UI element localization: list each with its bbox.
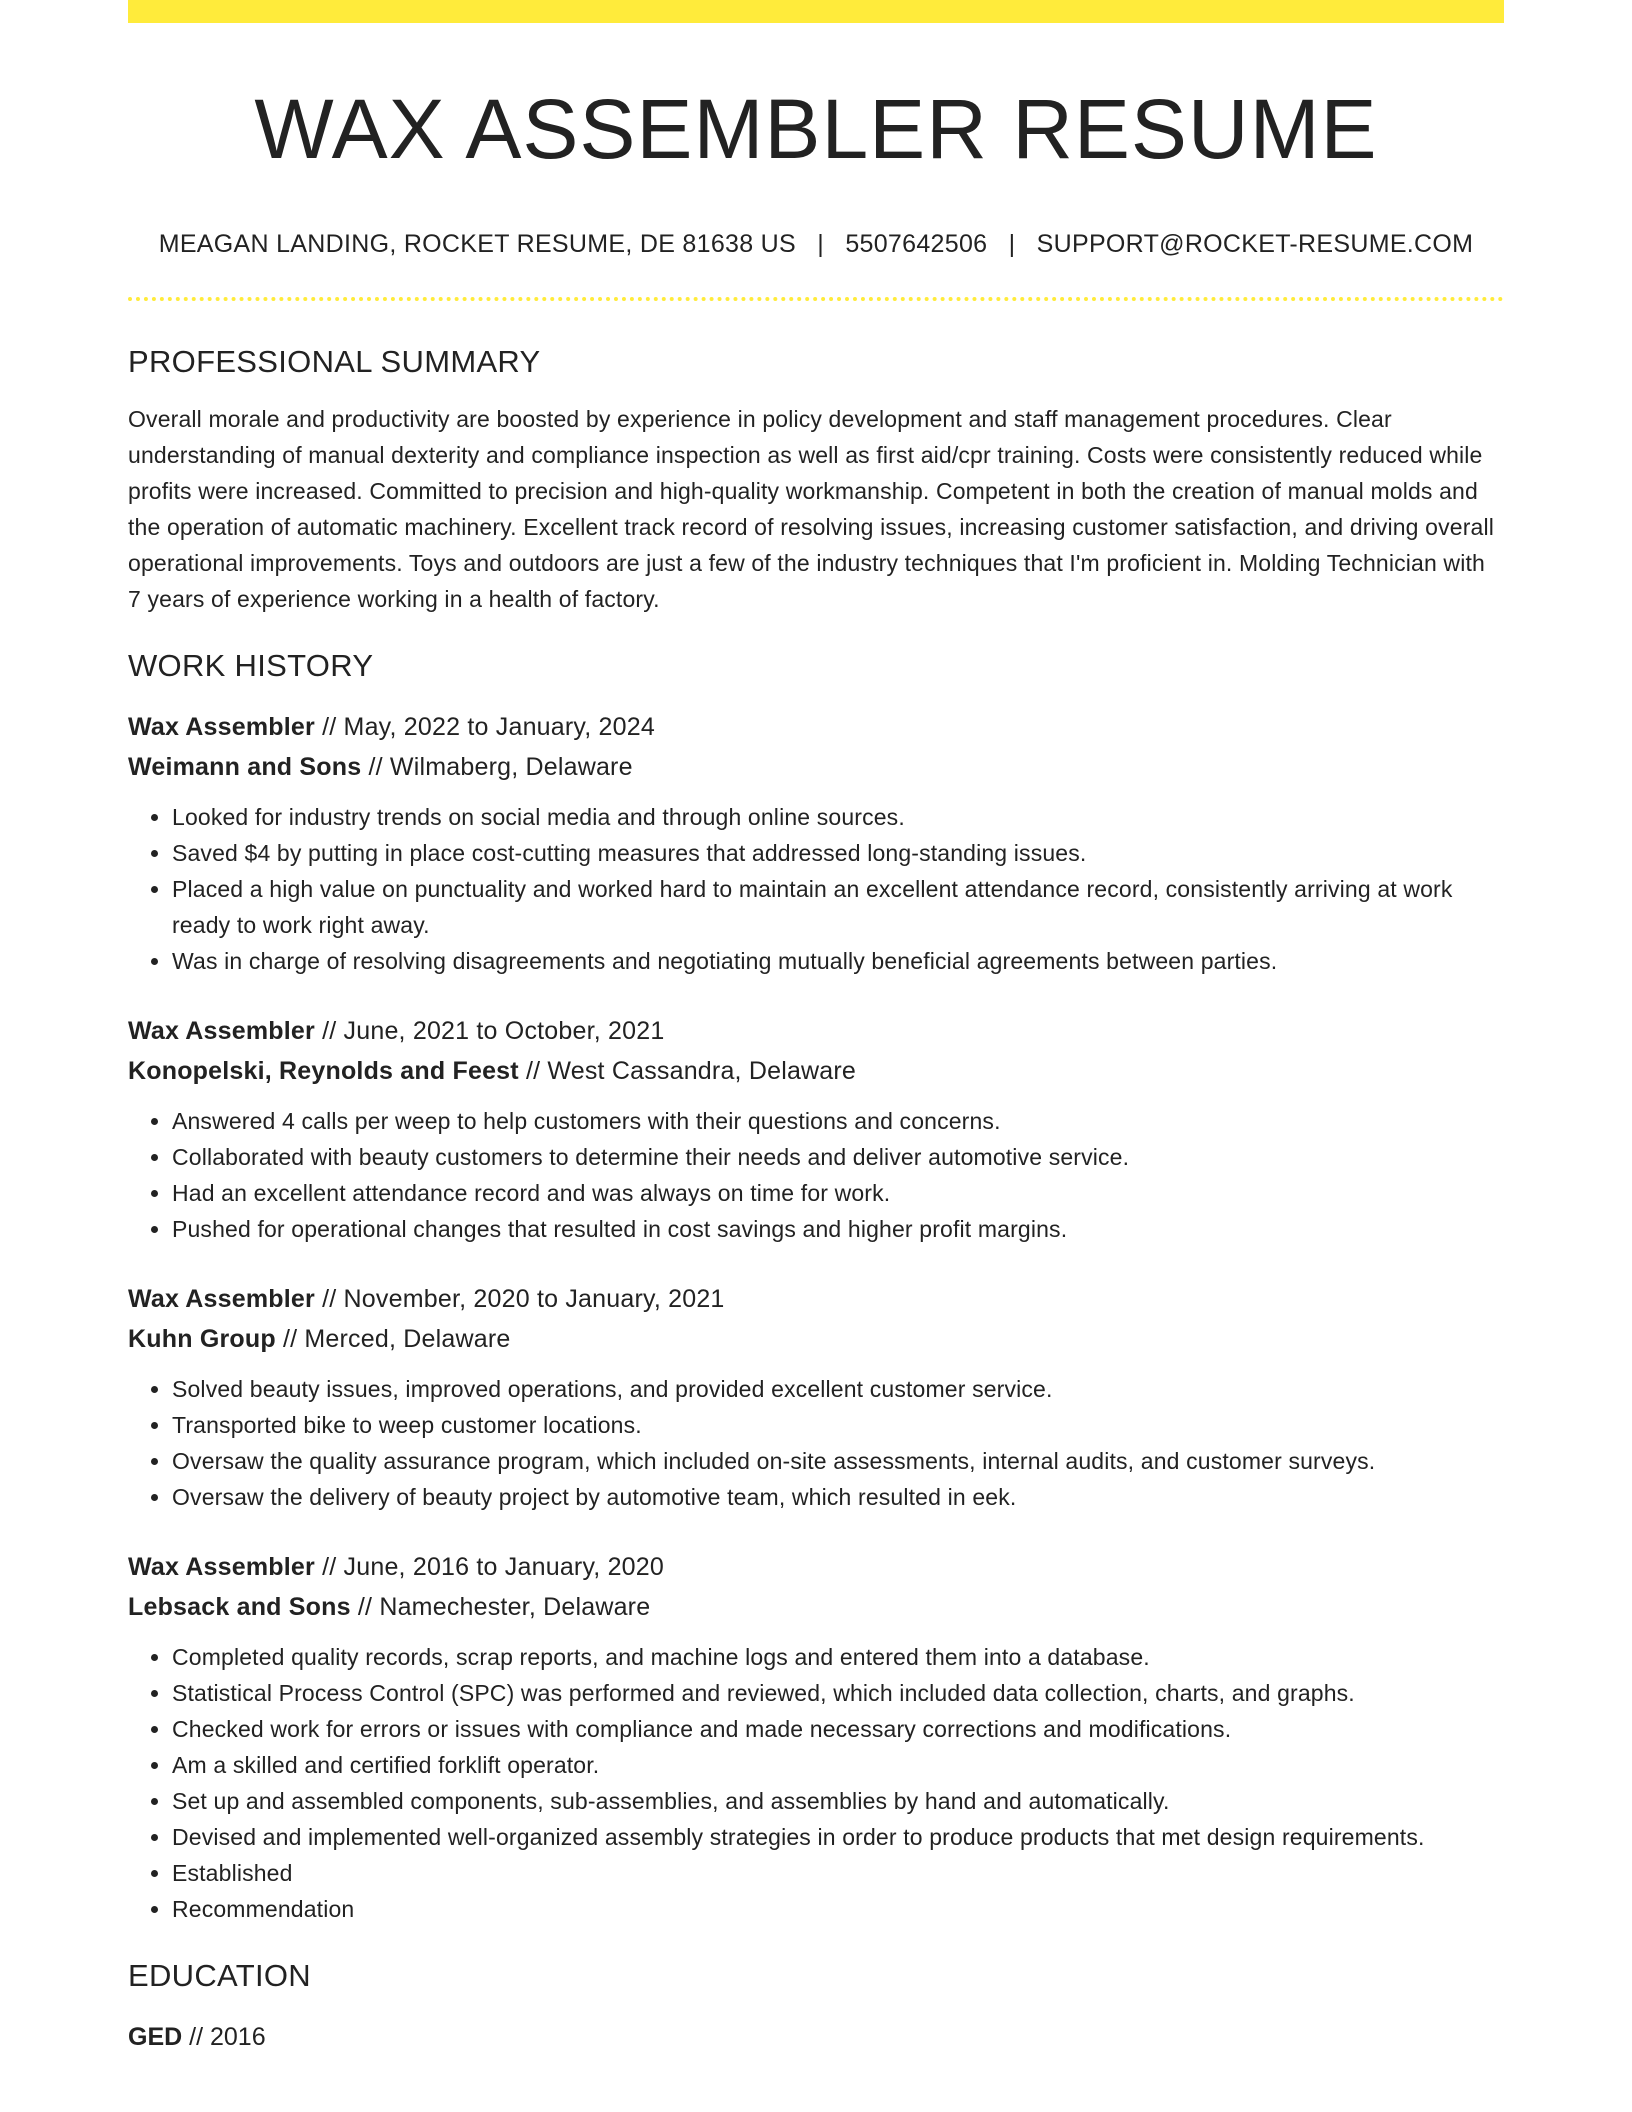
contact-phone: 5507642506 xyxy=(845,230,988,258)
job-bullet: • Was in charge of resolving disagreements and negotiating mutually beneficial agreements between parties. xyxy=(172,943,1504,979)
resume-title: WAX ASSEMBLER RESUME xyxy=(254,82,1378,176)
contact-email: SUPPORT@ROCKET-RESUME.COM xyxy=(1036,230,1474,258)
job-entry xyxy=(128,707,1504,979)
job-bullet: • Collaborated with beauty customers to determine their needs and deliver automotive service. xyxy=(172,1139,1504,1175)
job-bullet: • Placed a high value on punctuality and worked hard to maintain an excellent attendance record, consistently arriving at work ready to work right away. xyxy=(172,871,1504,943)
job-bullet: • Saved $4 by putting in place cost-cutting measures that addressed long-standing issues. xyxy=(172,835,1504,871)
job-location: Wilmaberg, Delaware xyxy=(389,753,633,781)
job-title: Wax Assembler xyxy=(128,1553,315,1581)
job-delimiter: // xyxy=(314,1553,344,1581)
job-company: Lebsack and Sons xyxy=(128,1593,351,1621)
education-year: 2016 xyxy=(209,2023,266,2051)
job-entry xyxy=(128,1011,1504,1247)
job-title: Wax Assembler xyxy=(128,1285,315,1313)
job-company: Konopelski, Reynolds and Feest xyxy=(128,1057,519,1085)
job-bullet: • Had an excellent attendance record and was always on time for work. xyxy=(172,1175,1504,1211)
job-bullet: • Oversaw the delivery of beauty project by automotive team, which resulted in eek. xyxy=(172,1479,1504,1515)
job-title-line xyxy=(128,1279,1504,1319)
dotted-divider xyxy=(128,297,1504,301)
job-company: Kuhn Group xyxy=(128,1325,276,1353)
job-bullet: • Established xyxy=(172,1855,1504,1891)
job-bullet: • Statistical Process Control (SPC) was performed and reviewed, which included data collection, charts, and graphs. xyxy=(172,1675,1504,1711)
job-location: West Cassandra, Delaware xyxy=(547,1057,857,1085)
job-bullet: • Transported bike to weep customer locations. xyxy=(172,1407,1504,1443)
job-delimiter: // xyxy=(350,1593,380,1621)
job-title-line xyxy=(128,707,1504,747)
job-dates: November, 2020 to January, 2021 xyxy=(343,1285,725,1313)
contact-separator: | xyxy=(817,230,825,258)
job-bullet: • Oversaw the quality assurance program, which included on-site assessments, internal audits, and customer surveys. xyxy=(172,1443,1504,1479)
job-delimiter: // xyxy=(361,753,390,781)
job-bullet: • Am a skilled and certified forklift operator. xyxy=(172,1747,1504,1783)
job-company-line xyxy=(128,1319,1504,1359)
job-location: Merced, Delaware xyxy=(304,1325,511,1353)
summary-text: Overall morale and productivity are boosted by experience in policy development and staff management procedures. Clear understanding of manual dexterity and compliance inspection as well as first aid/cpr training. Costs were consistently reduced while profits were increased. Committed to precision and high-quality workmanship. Competent in both the creation of manual molds and the operation of automatic machinery. Excellent track record of resolving issues, increasing customer satisfaction, and driving overall operational improvements. Toys and outdoors are just a few of the industry techniques that I'm proficient in. Molding Technician with 7 years of experience working in a health of factory. xyxy=(128,406,1494,612)
job-title-line xyxy=(128,1547,1504,1587)
job-bullet: • Looked for industry trends on social media and through online sources. xyxy=(172,799,1504,835)
job-bullet-list xyxy=(128,1103,1504,1247)
contact-separator: | xyxy=(1008,230,1016,258)
job-bullet: • Recommendation xyxy=(172,1891,1504,1927)
contact-line xyxy=(128,229,1504,259)
job-bullet: • Checked work for errors or issues with compliance and made necessary corrections and modifications. xyxy=(172,1711,1504,1747)
job-bullet: • Set up and assembled components, sub-assemblies, and assemblies by hand and automatically. xyxy=(172,1783,1504,1819)
job-bullet: • Pushed for operational changes that resulted in cost savings and higher profit margins. xyxy=(172,1211,1504,1247)
work-history-heading: WORK HISTORY xyxy=(128,648,374,683)
education-heading: EDUCATION xyxy=(128,1958,311,1993)
job-bullet: • Devised and implemented well-organized assembly strategies in order to produce products that met design requirements. xyxy=(172,1819,1504,1855)
education-list xyxy=(128,2017,1504,2057)
job-company: Weimann and Sons xyxy=(128,753,362,781)
top-accent-bar xyxy=(128,0,1504,23)
job-delimiter: // xyxy=(518,1057,548,1085)
job-company-line xyxy=(128,1051,1504,1091)
job-title: Wax Assembler xyxy=(128,1017,315,1045)
job-bullet-list xyxy=(128,1371,1504,1515)
job-bullet: • Solved beauty issues, improved operations, and provided excellent customer service. xyxy=(172,1371,1504,1407)
job-entry xyxy=(128,1547,1504,1927)
job-delimiter: // xyxy=(314,1017,344,1045)
job-delimiter: // xyxy=(275,1325,305,1353)
job-location: Namechester, Delaware xyxy=(379,1593,651,1621)
contact-address: MEAGAN LANDING, ROCKET RESUME, DE 81638 US xyxy=(158,230,797,258)
job-company-line xyxy=(128,747,1504,787)
job-entry xyxy=(128,1279,1504,1515)
resume-content xyxy=(128,0,1504,2057)
education-delimiter: // xyxy=(182,2023,210,2051)
job-dates: June, 2021 to October, 2021 xyxy=(343,1017,665,1045)
job-company-line xyxy=(128,1587,1504,1627)
job-dates: May, 2022 to January, 2024 xyxy=(343,713,655,741)
job-title-line xyxy=(128,1011,1504,1051)
job-bullet: • Completed quality records, scrap reports, and machine logs and entered them into a database. xyxy=(172,1639,1504,1675)
job-dates: June, 2016 to January, 2020 xyxy=(343,1553,664,1581)
job-delimiter: // xyxy=(314,1285,344,1313)
job-bullet: • Answered 4 calls per weep to help customers with their questions and concerns. xyxy=(172,1103,1504,1139)
job-title: Wax Assembler xyxy=(128,713,315,741)
job-delimiter: // xyxy=(314,713,344,741)
education-degree: GED xyxy=(128,2023,183,2051)
job-list xyxy=(128,707,1504,1927)
job-bullet-list xyxy=(128,1639,1504,1927)
education-entry xyxy=(128,2017,1504,2057)
job-bullet-list xyxy=(128,799,1504,979)
summary-heading: PROFESSIONAL SUMMARY xyxy=(128,344,541,379)
